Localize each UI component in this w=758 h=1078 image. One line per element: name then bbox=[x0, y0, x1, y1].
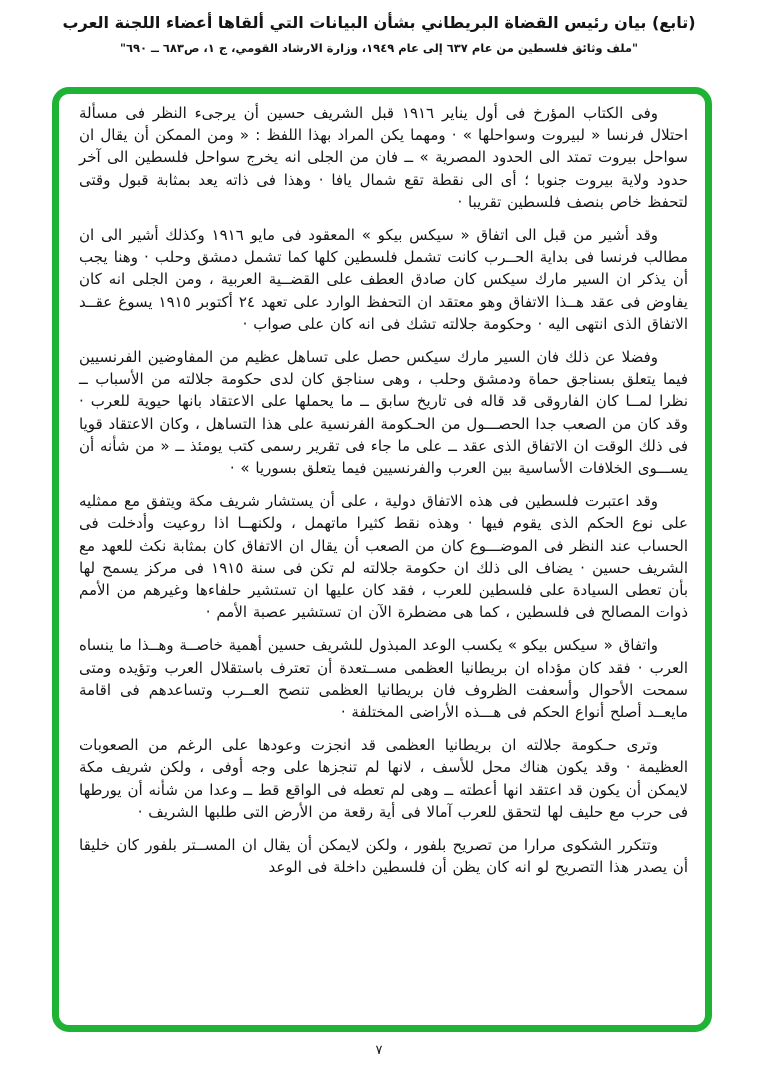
paragraph: وتتكرر الشكوى مرارا من تصريح بلفور ، ولكن لايمكن أن يقال ان المســتر بلفور كان خليقا أن يصدر هذا التصريح لو انه كان يظن أن فلسطين داخلة فى الوعد bbox=[79, 836, 688, 877]
text-border-frame bbox=[52, 87, 712, 1032]
paragraph: وقد أشير من قبل الى اتفاق « سيكس بيكو » المعقود فى مايو ١٩١٦ وكذلك أشير الى ان مطالب فرنسا فى بداية الحــرب كانت تشمل فلسطين كلها كما تشمل دمشق وحلب · وهنا يجب أن يذكر ان السير مارك سيكس كان صادق العطف على القضــية العربية ، ومن الجلى انه كان يفاوض فى عقد هــذا الاتفاق وهو معتقد ان التحفظ الوارد على تعهد ٢٤ أكتوبر ١٩١٥ يسوغ عقــد الاتفاق الذى انتهى اليه · وحكومة جلالته تشك فى انه كان على صواب · bbox=[79, 226, 688, 333]
page-header bbox=[0, 13, 758, 56]
paragraph: وفضلا عن ذلك فان السير مارك سيكس حصل على تساهل عظيم من المفاوضين الفرنسيين فيما يتعلق بسناجق حماة ودمشق وحلب ، وهى سناجق كان لدى حكومة جلالته من الأسباب ــ نظرا لمــا كان الفاروقى قد قاله فى تاريخ سابق ــ ما يحملها على الاعتقاد بانها حيوية للعرب · وقد كان من الصعب جدا الحصـــول من الحـكومة الفرنسية على هذا التساهل ، وكان الاعتقاد قويا فى ذلك الوقت ان الاتفاق الذى عقد ــ على ما جاء فى تقرير رسمى كتب يومئذ ــ « من شأنه أن يســـوى الخلافات الأساسية بين العرب والفرنسيين فيما يتعلق بسوريا » · bbox=[79, 348, 688, 478]
paragraph: وترى حـكومة جلالته ان بريطانيا العظمى قد انجزت وعودها على الرغم من الصعوبات العظيمة · وقد يكون هناك محل للأسف ، لانها لم تنجزها على وجه أوفى ، ولكن شريف مكة لايمكن أن يكون قد اعتقد انها أعطته ــ وهى لم تعطه فى الواقع قط ــ وعدا من شأنه أن يورطها فى حرب مع حليف لها لتحقق للعرب آمالا فى أية رقعة من الأرض التى طلبها الشريف · bbox=[79, 736, 688, 821]
paragraph: وقد اعتبرت فلسطين فى هذه الاتفاق دولية ، على أن يستشار شريف مكة ويتفق مع ممثليه على نوع الحكم الذى يقوم فيها · وهذه نقط كثيرا ماتهمل ، ولكنهــا اذا روعيت وأدخلت فى الحساب عند النظر فى الموضـــوع كان من الصعب أن يقال ان الاتفاق كان بمثابة نكث للعهد مع الشريف حسين · يضاف الى ذلك ان حكومة جلالته لم تكن فى سنة ١٩١٥ فى مركز يسمح لها بأن تعطى السيادة على فلسطين للعرب ، فقد كان عليها ان تستشير حلفاءها وغيرهم من الأمم ذوات المصالح فى فلسطين ، كما هى مضطرة الآن ان تستشير عصبة الأمم · bbox=[79, 492, 688, 622]
paragraph: واتفاق « سيكس بيكو » يكسب الوعد المبذول للشريف حسين أهمية خاصــة وهــذا ما ينساه العرب · فقد كان مؤداه ان بريطانيا العظمى مســتعدة أن تعترف باستقلال العرب وتؤيده ومتى سمحت الأحوال وأسعفت الظروف فان بريطانيا العظمى تنصح العــرب وتساعدهم فى اقامة مايعــد أصلح أنواع الحكم فى هـــذه الأراضى المختلفة · bbox=[79, 636, 688, 722]
document-body bbox=[59, 94, 705, 879]
page-number: ٧ bbox=[375, 1043, 383, 1058]
document-title: (تابع) بيان رئيس القضاة البريطاني بشأن البيانات التي ألقاها أعضاء اللجنة العرب bbox=[62, 13, 696, 32]
paragraph: وفى الكتاب المؤرخ فى أول يناير ١٩١٦ قبل الشريف حسين أن يرجىء النظر فى مسألة احتلال فرنسا « لبيروت وسواحلها » · ومهما يكن المراد بهذا اللفظ : « ومن الممكن أن يقال ان سواحل بيروت تمتد الى الحدود المصرية » ــ فان من الجلى انه يخرج سواحل فلسطين الى آخر حدود ولاية بيروت جنوبا ؛ أى الى نقطة تقع شمال يافا · وهذا فى ذاته يعد بمثابة قبول وقتى لتحفظ خاص بنصف فلسطين تقريبا · bbox=[79, 104, 688, 211]
document-source-citation: "ملف وثائق فلسطين من عام ٦٣٧ إلى عام ١٩٤٩، وزارة الارشاد القومي، ج ١، ص٦٨٣ ــ ٦٩٠" bbox=[119, 40, 639, 55]
